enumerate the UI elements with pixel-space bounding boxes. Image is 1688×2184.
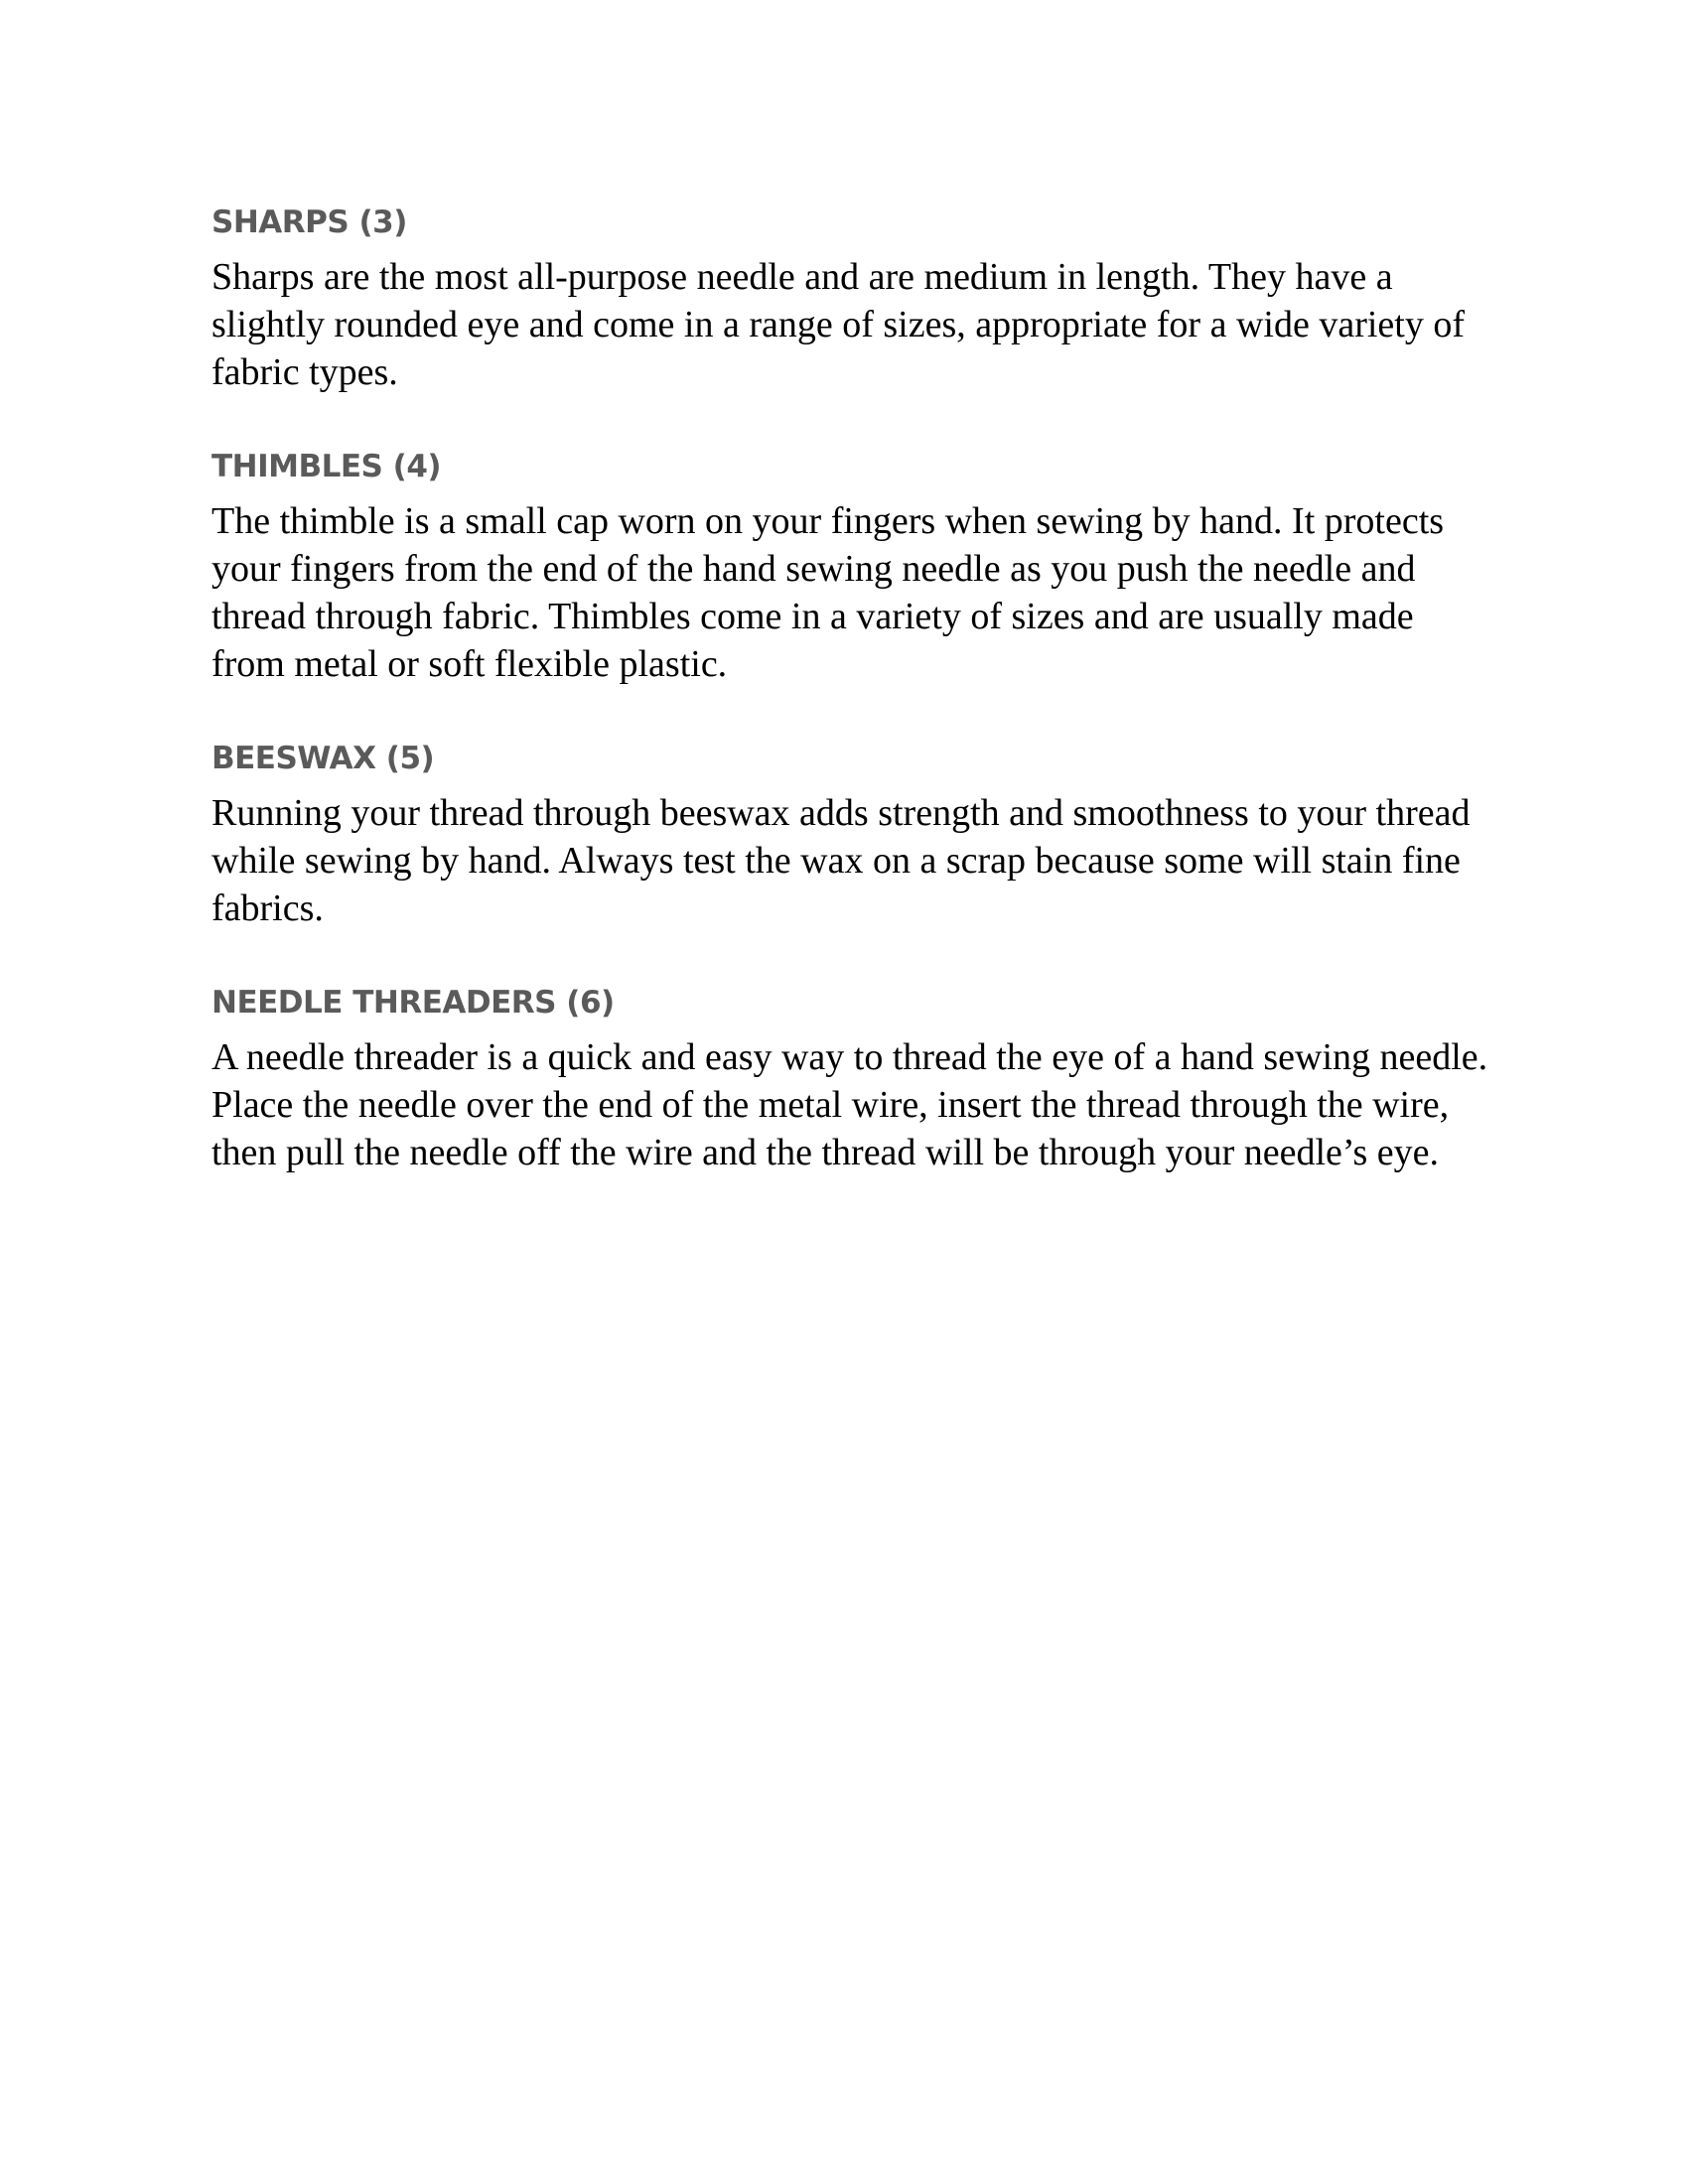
section-heading: BEESWAX (5) bbox=[211, 741, 435, 776]
section-heading: SHARPS (3) bbox=[211, 205, 407, 240]
document-page bbox=[211, 195, 1492, 1219]
section-heading: NEEDLE THREADERS (6) bbox=[211, 985, 615, 1021]
section-body: The thimble is a small cap worn on your fingers when sewing by hand. It protects your fingers from the end of the hand sewing needle as you push the needle and thread through fabric. Thimbles come in a variety of sizes and are usually made from metal or soft flexible plastic. bbox=[211, 500, 1445, 685]
section-body: Running your thread through beeswax adds strength and smoothness to your thread while sewing by hand. Always test the wax on a scrap because some will stain fine fabrics. bbox=[211, 792, 1471, 929]
section-body: A needle threader is a quick and easy way to thread the eye of a hand sewing needle. Place the needle over the end of the metal wire, insert the thread through the wire, then pull the needle off the wire and the thread will be through your needle’s eye. bbox=[211, 1036, 1488, 1173]
section-sharps bbox=[211, 195, 1492, 396]
section-thimbles bbox=[211, 439, 1492, 688]
section-beeswax bbox=[211, 731, 1492, 932]
section-heading: THIMBLES (4) bbox=[211, 449, 442, 484]
section-needle-threaders bbox=[211, 975, 1492, 1176]
section-body: Sharps are the most all-purpose needle and are medium in length. They have a slightly rounded eye and come in a range of sizes, appropriate for a wide variety of fabric types. bbox=[211, 256, 1465, 393]
